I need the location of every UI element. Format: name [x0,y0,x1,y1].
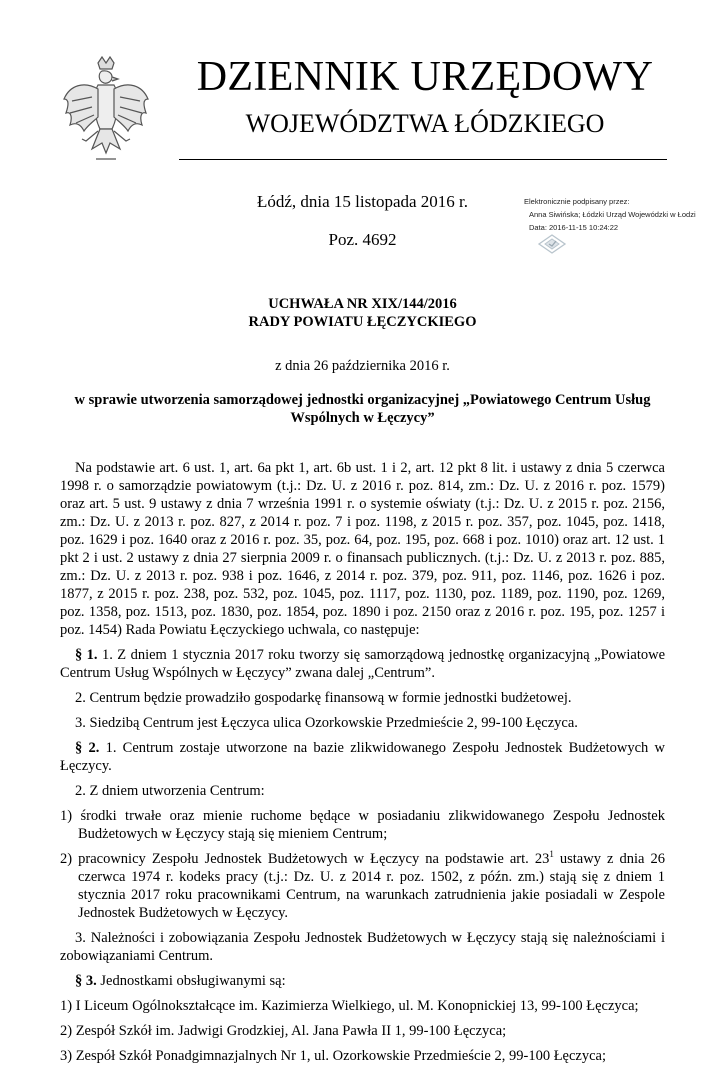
section-2-paragraph-2: 2. Z dniem utworzenia Centrum: [75,783,265,799]
section-2-paragraph-1 [60,739,665,775]
list-item-text-cont: ustawy z dnia 26 czerwca 1974 r. kodeks pracy (t.j.: Dz. U. z 2014 r. poz. 1502, z późn. zm.) stają się z dniem 1 stycznia 2017 roku pracownikami Centrum, na warunkach zatrudnienia jakie posiadali w Zespole Jednostek Budżetowych w Łęczycy. [78,851,666,921]
resolution-authority: RADY POWIATU ŁĘCZYCKIEGO [248,314,477,330]
section-2-label: § 2. [75,740,100,756]
section-3-list [60,997,665,1065]
resolution-number: UCHWAŁA NR XIX/144/2016 [268,296,457,312]
section-3-text: Jednostkami obsługiwanymi są: [96,973,286,989]
section-1-paragraph-1 [60,646,665,682]
list-item [60,850,665,922]
position-number: Poz. 4692 [328,230,397,249]
electronic-signature [524,195,719,234]
header-divider [179,159,667,160]
resolution-date: z dnia 26 października 2016 r. [275,358,450,374]
section-3-label: § 3. [75,973,97,989]
section-3-paragraph [60,972,665,990]
eagle-emblem-icon [62,55,150,167]
list-item: 3) Zespół Szkół Ponadgimnazjalnych Nr 1, ul. Ozorkowskie Przedmieście 2, 99-100 Łęczyca; [60,1048,607,1064]
signature-line-1: Elektronicznie podpisany przez: [524,197,630,206]
place-and-date: Łódź, dnia 15 listopada 2016 r. [256,192,469,211]
signature-line-3: Data: 2016-11-15 10:24:22 [529,223,619,232]
section-1-paragraph-2: 2. Centrum będzie prowadziło gospodarkę finansową w formie jednostki budżetowej. [75,690,572,706]
list-item-text: 2) pracownicy Zespołu Jednostek Budżetowych w Łęczycy na podstawie art. 23 [60,851,550,867]
section-1-text: 1. Z dniem 1 stycznia 2017 roku tworzy się samorządową jednostkę organizacyjną „Powiatowe Centrum Usług Wspólnych w Łęczycy” zwana dalej „Centrum”. [60,647,666,681]
legal-basis-paragraph: Na podstawie art. 6 ust. 1, art. 6a pkt 1, art. 6b ust. 1 i 2, art. 12 pkt 8 lit. i ustawy z dnia 5 czerwca 1998 r. o samorządzie powiatowym (t.j.: Dz. U. z 2016 r. poz. 814, zm.: Dz. U. z 2016 r. poz. 1579) oraz art. 5 ust. 9 ustawy z dnia 7 września 1991 r. o systemie oświaty (t.j.: Dz. U. z 2015 r. poz. 2156, zm.: Dz. U. z 2013 r. poz. 827, z 2014 r. poz. 7 i poz. 1198, z 2015 r. poz. 357, poz. 1045, poz. 1418, poz. 1629 i poz. 1640 oraz z 2016 r. poz. 35, poz. 64, poz. 195, poz. 668 i poz. 1010) oraz art. 12 ust. 1 pkt 2 i ust. 2 ustawy z dnia 27 sierpnia 2009 r. o finansach publicznych. (t.j.: Dz. U. z 2013 r. poz. 885, zm.: Dz. U. z 2013 r. poz. 938 i poz. 1646, z 2014 r. poz. 379, poz. 911, poz. 1146, poz. 1626 i poz. 1877, z 2015 r. poz. 238, poz. 532, poz. 1045, poz. 1117, poz. 1130, poz. 1189, poz. 1190, poz. 1269, poz. 1358, poz. 1513, poz. 1830, poz. 1854, poz. 1890 i poz. 2150 oraz z 2016 r. poz. 195, poz. 1257 i poz. 1454) Rada Powiatu Łęczyckiego uchwala, co następuje: [60,460,665,638]
publication-subtitle: WOJEWÓDZTWA ŁÓDZKIEGO [245,109,605,138]
resolution-document [60,295,665,1065]
section-2-text: 1. Centrum zostaje utworzone na bazie zlikwidowanego Zespołu Jednostek Budżetowych w Łęczycy. [60,740,665,774]
signature-check-icon [537,233,567,255]
section-1-paragraph-3: 3. Siedzibą Centrum jest Łęczyca ulica Ozorkowskie Przedmieście 2, 99-100 Łęczyca. [75,715,578,731]
signature-line-2: Anna Siwińska; Łódzki Urząd Wojewódzki w Łodzi [529,210,696,219]
superscript: 1 [549,849,554,860]
section-2-list [60,807,665,922]
section-1-label: § 1. [75,647,98,663]
list-item: 1) środki trwałe oraz mienie ruchome będące w posiadaniu zlikwidowanego Zespołu Jednostek Budżetowych w Łęczycy stają się mieniem Centrum; [60,808,665,842]
resolution-subject: w sprawie utworzenia samorządowej jednostki organizacyjnej „Powiatowego Centrum Usług Wspólnych w Łęczycy” [74,392,651,426]
section-2-paragraph-3: 3. Należności i zobowiązania Zespołu Jednostek Budżetowych w Łęczycy stają się należnościami i zobowiązaniami Centrum. [60,930,665,964]
list-item: 2) Zespół Szkół im. Jadwigi Grodzkiej, Al. Jana Pawła II 1, 99-100 Łęczyca; [60,1023,507,1039]
publication-title: DZIENNIK URZĘDOWY [196,54,654,100]
list-item: 1) I Liceum Ogólnokształcące im. Kazimierza Wielkiego, ul. M. Konopnickiej 13, 99-100 Łęczyca; [60,998,639,1014]
